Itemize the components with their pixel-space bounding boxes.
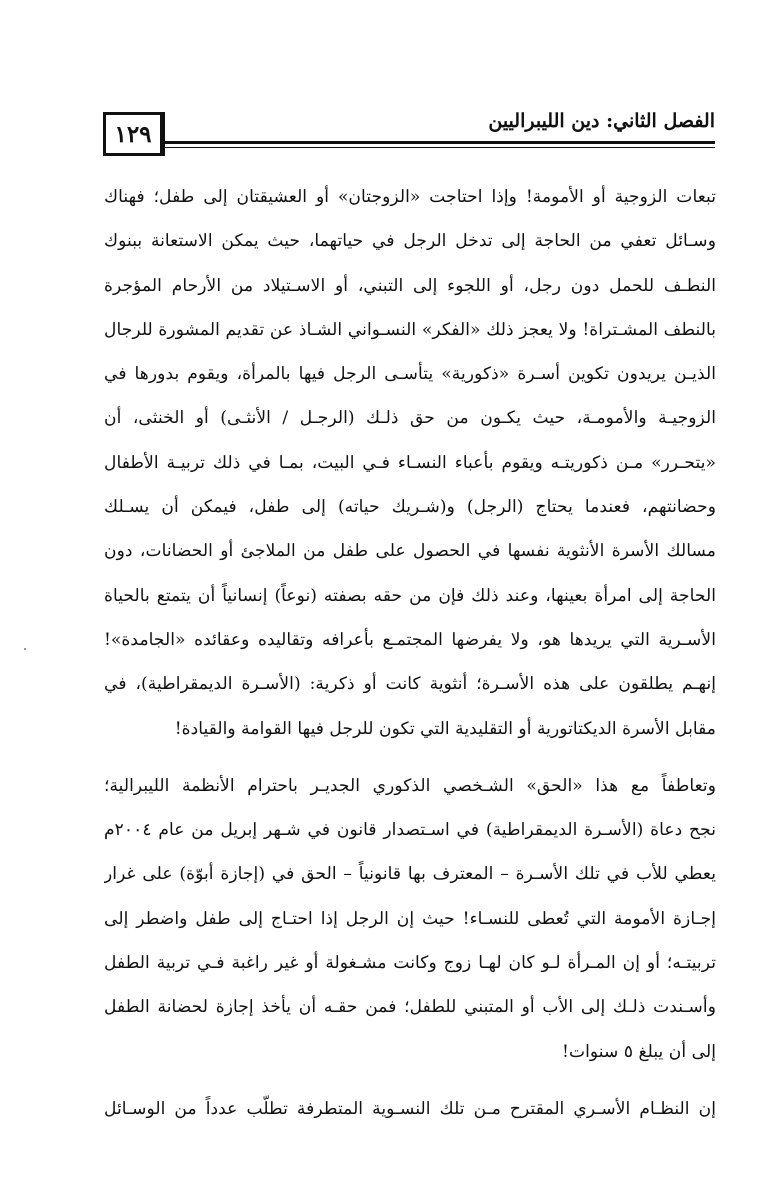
text-line: النطـف للحمل دون رجل، أو اللجوء إلى التبني، أو الاسـتيلاد من الأرحام المؤجرة <box>104 275 716 296</box>
text-line: إجـازة الأمومة التي تُعطى للنسـاء! حيث إن الرجل إذا احتـاج إلى طفل واضطر إلى <box>104 908 716 929</box>
text-line: مقابل الأسرة الديكتاتورية أو التقليدية التي تكون للرجل فيها القوامة والقيادة! <box>174 718 716 739</box>
text-line: وسـائل تعفي من الحاجة إلى تدخل الرجل في حياتهما، حيث يمكن الاستعانة ببنوك <box>104 231 716 252</box>
running-header <box>103 110 715 158</box>
text-line: إلى أن يبلغ ٥ سنوات! <box>562 1041 716 1062</box>
text-line: تبعات الزوجية أو الأمومة! وإذا احتاجت «الزوجتان» أو العشيقتان إلى طفل؛ فهناك <box>104 187 716 207</box>
margin-speck <box>24 648 26 650</box>
text-line: تربيتـه؛ أو إن المـرأة لـو كان لهـا زوج وكانت مشـغولة أو غير راغبة فـي تربية الطفل <box>104 953 716 974</box>
paragraph-2 <box>104 764 716 1074</box>
text-line: «يتحـرر» مـن ذكوريتـه ويقوم بأعباء النسـاء فـي البيت، بمـا في ذلك تربيـة الأطفال <box>104 452 716 473</box>
text-line: إن النظـام الأسـري المقترح مـن تلك النسـوية المتطرفة تطلّب عدداً من الوسـائل <box>104 1098 716 1119</box>
text-line: الزوجيـة والأمومـة، حيث يكـون من حق ذلـك (الرجـل / الأنثـى) أو الخنثى، أن <box>104 408 716 429</box>
header-rule-thick <box>165 141 715 144</box>
text-line: إنهـم يطلقون على هذه الأسـرة؛ أنثوية كانت أو ذكرية: (الأسـرة الديمقراطية)، في <box>104 674 716 695</box>
text-line: الذيـن يريدون تكوين أسـرة «ذكورية» يتأسـى الرجل فيها بالمرأة، ويقوم بدورها في <box>104 364 716 385</box>
text-line: يعطي للأب في تلك الأسـرة – المعترف بها قانونياً – الحق في (إجازة أبوّة) على غرار <box>104 864 716 885</box>
page-number-box <box>103 112 165 156</box>
text-line: الأسـرية التي يريدها هو، ولا يفرضها المجتمـع بأعرافه وتقاليده وعقائده «الجامدة»! <box>104 629 716 650</box>
text-line: الحاجة إلى امرأة بعينها، وعند ذلك فإن من حقه بصفته (نوعاً) إنسانياً أن يتمتع بالحياة <box>104 585 716 606</box>
body-text <box>104 175 716 1131</box>
page-number: ١٢٩ <box>114 120 152 148</box>
paragraph-3 <box>104 1087 716 1131</box>
text-line: وحضانتهم، فعندما يحتاج (الرجل) و(شـريك حياته) إلى طفل، فيمكن أن يسـلك <box>104 497 716 518</box>
text-line: مسالك الأسرة الأنثوية نفسها في الحصول على طفل من الملاجئ أو الحضانات، دون <box>104 541 716 562</box>
text-line: بالنطف المشـتراة! ولا يعجز ذلك «الفكر» النسـواني الشـاذ عن تقديم المشورة للرجال <box>104 319 716 340</box>
paragraph-1 <box>104 175 716 751</box>
text-line: وأسـندت ذلـك إلى الأب أو المتبني للطفل؛ فمن حقـه أن يأخذ إجازة لحضانة الطفل <box>104 997 716 1018</box>
chapter-title: الفصل الثاني: دين الليبراليين <box>488 110 715 132</box>
text-line: نجح دعاة (الأسـرة الديمقراطية) في اسـتصدار قانون في شـهر إبريل من عام ٢٠٠٤م <box>104 820 716 841</box>
text-line: وتعاطفاً مع هذا «الحق» الشـخصي الذكوري الجديـر باحترام الأنظمة الليبرالية؛ <box>104 775 716 796</box>
header-rule-thin <box>165 147 715 148</box>
